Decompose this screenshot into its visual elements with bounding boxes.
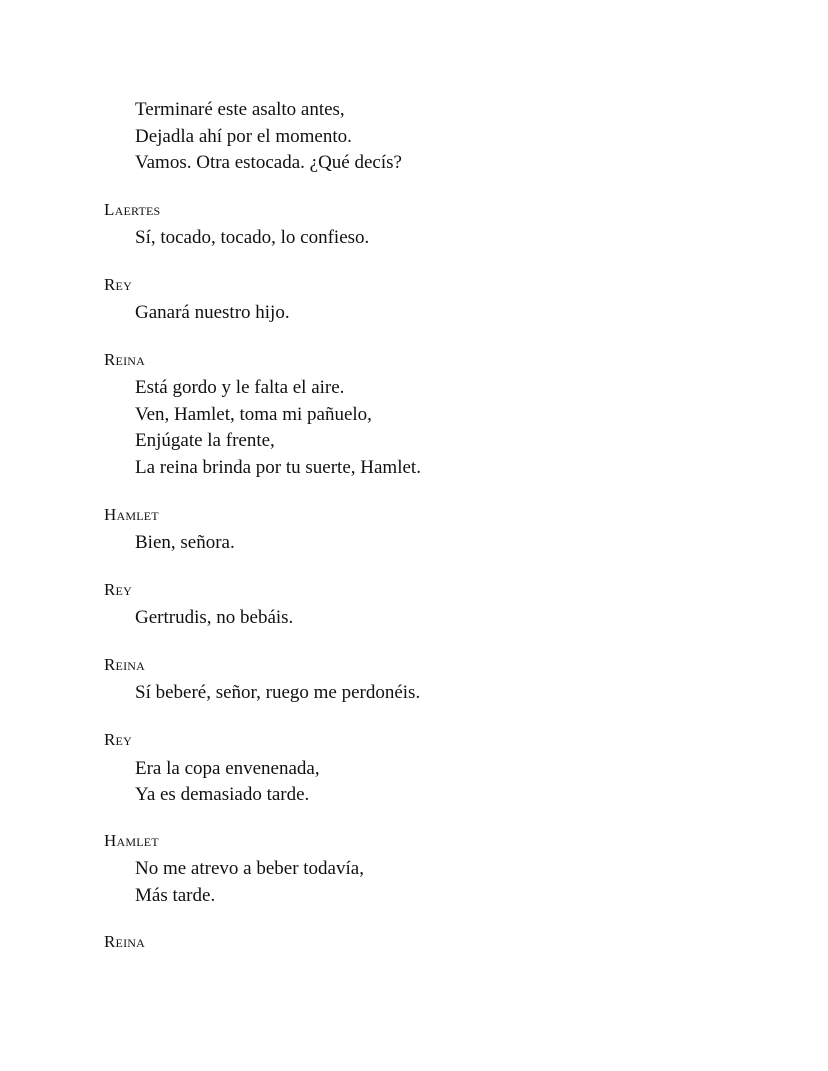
dialogue-line: Era la copa envenenada, [135, 758, 320, 779]
dialogue-line: Ya es demasiado tarde. [135, 784, 310, 805]
dialogue-line: Sí, tocado, tocado, lo confieso. [135, 227, 370, 248]
dialogue-line: Vamos. Otra estocada. ¿Qué decís? [135, 152, 402, 173]
speaker-name: Hamlet [104, 505, 159, 524]
dialogue-line: Enjúgate la frente, [135, 430, 275, 451]
dialogue-line: Más tarde. [135, 885, 216, 906]
dialogue-line: Está gordo y le falta el aire. [135, 377, 345, 398]
dialogue-line: Sí beberé, señor, ruego me perdonéis. [135, 682, 421, 703]
speaker-name: Rey [104, 580, 132, 599]
dialogue-line: Gertrudis, no bebáis. [135, 607, 294, 628]
speaker-name: Rey [104, 275, 132, 294]
speaker-name: Hamlet [104, 831, 159, 850]
dialogue-line: No me atrevo a beber todavía, [135, 858, 364, 879]
speaker-name: Reina [104, 932, 145, 951]
dialogue-line: Terminaré este asalto antes, [135, 99, 345, 120]
dialogue-line: Dejadla ahí por el momento. [135, 126, 352, 147]
dialogue-line: Ven, Hamlet, toma mi pañuelo, [135, 404, 372, 425]
speaker-name: Rey [104, 730, 132, 749]
dialogue-line: Bien, señora. [135, 532, 235, 553]
speaker-name: Reina [104, 655, 145, 674]
speaker-name: Laertes [104, 200, 161, 219]
dialogue-line: Ganará nuestro hijo. [135, 302, 290, 323]
dialogue-line: La reina brinda por tu suerte, Hamlet. [135, 457, 421, 478]
speaker-name: Reina [104, 350, 145, 369]
